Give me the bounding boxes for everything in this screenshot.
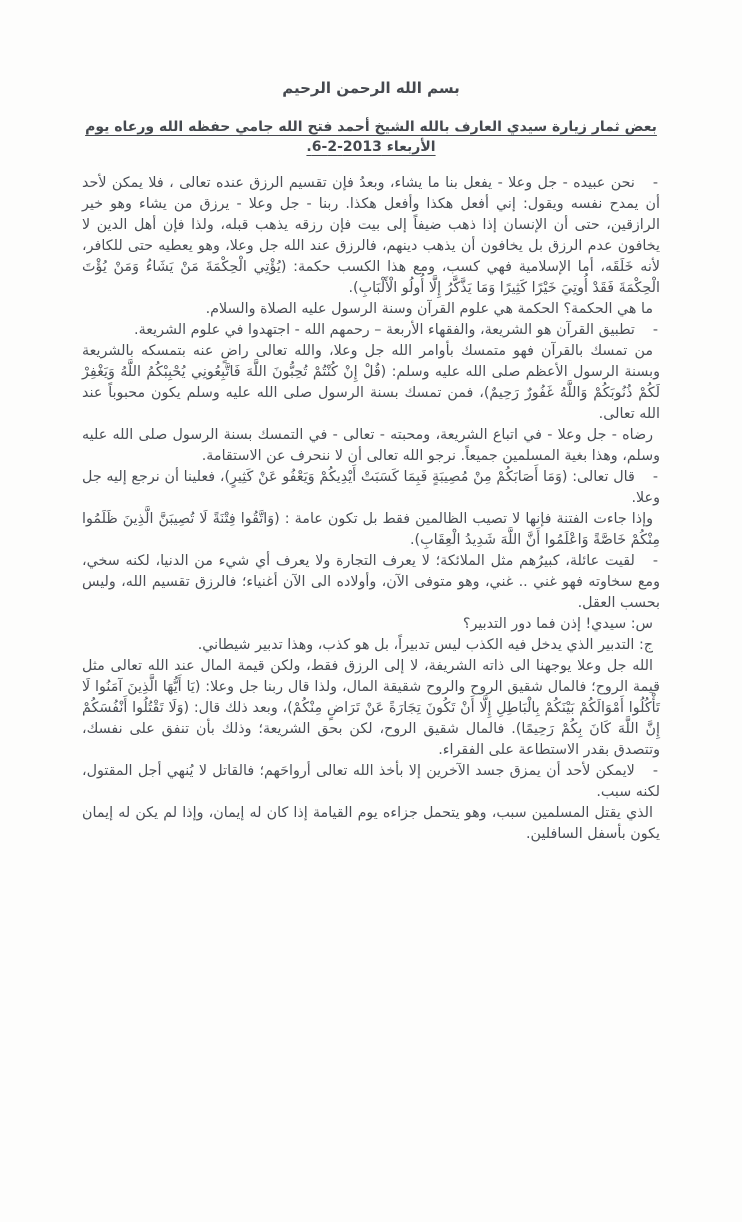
document-body (82, 173, 660, 845)
bullet-marker: - (652, 763, 658, 779)
paragraph (82, 551, 660, 614)
paragraph-text: قال تعالى: (وَمَا أَصَابَكُمْ مِنْ مُصِيبَةٍ فَبِمَا كَسَبَتْ أَيْدِيكُمْ وَيَعْفُو عَنْ كَثِيرٍ)، فعلينا أن نرجع إليه جل وعلا. (82, 469, 660, 506)
basmala-line: بسم الله الرحمن الرحيم (282, 79, 460, 97)
paragraph (82, 614, 660, 635)
paragraph (82, 320, 660, 341)
paragraph-text: ج: التدبير الذي يدخل فيه الكذب ليس تدبيراً، بل هو كذب، وهذا تدبير شيطاني. (197, 637, 653, 653)
paragraph-text: الذي يقتل المسلمين سبب، وهو يتحمل جزاءه يوم القيامة إذا كان له إيمان، وإذا لم يكن له إيمان يكون بأسفل السافلين. (82, 805, 660, 842)
bullet-marker: - (652, 175, 658, 191)
paragraph (82, 635, 660, 656)
paragraph-text: تطبيق القرآن هو الشريعة، والفقهاء الأربعة – رحمهم الله - اجتهدوا في علوم الشريعة. (134, 322, 635, 338)
paragraph (82, 656, 660, 761)
paragraph (82, 299, 660, 320)
bullet-marker: - (652, 469, 658, 485)
bullet-marker: - (652, 322, 658, 338)
paragraph-text: لايمكن لأحد أن يمزق جسد الآخرين إلا بأخذ الله تعالى أرواحَهم؛ فالقاتل لا يُنهي أجل المقتول، لكنه سبب. (82, 763, 660, 800)
paragraph-text: الله جل وعلا يوجهنا الى ذاته الشريفة، لا إلى الرزق فقط، ولكن قيمة المال عند الله تعالى مثل قيمة الروح؛ فالمال شقيق الروح والروح شقيقة المال، ولذا قال ربنا جل وعلا: (يَا أَيُّهَا الَّذِينَ آمَنُوا لَا تَأْكُلُوا أَمْوَالَكُمْ بَيْنَكُمْ بِالْبَاطِلِ إِلَّا أَنْ تَكُونَ تِجَارَةً عَنْ تَرَاضٍ مِنْكُمْ)، وبعد ذلك قال: (وَلَا تَقْتُلُوا أَنْفُسَكُمْ إِنَّ اللَّهَ كَانَ بِكُمْ رَحِيمًا). فالمال شقيق الروح، لكن بحق الشريعة؛ وذلك بأن تنفق على نفسك، وتتصدق بقدر الاستطاعة على الفقراء. (82, 658, 660, 758)
paragraph-text: وإذا جاءت الفتنة فإنها لا تصيب الظالمين فقط بل تكون عامة : (وَاتَّقُوا فِتْنَةً لَا تُصِيبَنَّ الَّذِينَ ظَلَمُوا مِنْكُمْ خَاصَّةً وَاعْلَمُوا أَنَّ اللَّهَ شَدِيدُ الْعِقَابِ). (82, 511, 660, 548)
paragraph (82, 467, 660, 509)
paragraph (82, 341, 660, 425)
paragraph (82, 425, 660, 467)
paragraph-text: لقيت عائلة، كبيرُهم مثل الملائكة؛ لا يعرف التجارة ولا يعرف أي شيء من الدنيا، لكنه سخي، ومع سخاوته فهو غني .. غني، وهو متوفى الآن، وأولاده الى الآن أغنياء؛ فالرزق تقسيم الله، وليس بحسب العقل. (82, 553, 660, 611)
paragraph-text: رضاه - جل وعلا - في اتباع الشريعة، ومحبته - تعالى - في التمسك بسنة الرسول صلى الله عليه وسلم، وهذا بغية المسلمين جميعاً. نرجو الله تعالى أن لا ننحرف عن الاستقامة. (82, 427, 660, 464)
paragraph-text: س: سيدي! إذن فما دور التدبير؟ (462, 616, 653, 632)
paragraph (82, 761, 660, 803)
paragraph-text: نحن عبيده - جل وعلا - يفعل بنا ما يشاء، وبعدُ فإن تقسيم الرزق عنده تعالى ، فلا يمكن لأحد أن يمدح نفسه ويقول: إني أفعل هكذا وأفعل هكذا. ربنا - جل وعلا - يرزق من يشاء وهو خير الرازقين، حتى أن الإنسان إذا ذهب ضيفاً إلى بيت فإن رزقه يذهب قبله، ولذا فإن أهل الدين لا يخافون عدم الرزق بل يخافون أن يذهب دينهم، فالرزق عند الله جل وعلا، وهو يعطيه حتى للكافر، لأنه خَلَقَه، أما الإسلامية فهي كسب، ومع هذا الكسب حكمة: (يُؤْتِي الْحِكْمَةَ مَنْ يَشَاءُ وَمَنْ يُؤْتَ الْحِكْمَةَ فَقَدْ أُوتِيَ خَيْرًا كَثِيرًا وَمَا يَذَّكَّرُ إِلَّا أُولُو الْأَلْبَابِ). (82, 175, 660, 296)
bullet-marker: - (652, 553, 658, 569)
paragraph (82, 803, 660, 845)
paragraph (82, 509, 660, 551)
paragraph-text: ما هي الحكمة؟ الحكمة هي علوم القرآن وسنة الرسول عليه الصلاة والسلام. (205, 301, 653, 317)
paragraph-text: من تمسك بالقرآن فهو متمسك بأوامر الله جل وعلا، والله تعالى راضٍ عنه بتمسكه بالشريعة وبسنة الرسول الأعظم صلى الله عليه وسلم: (قُلْ إِنْ كُنْتُمْ تُحِبُّونَ اللَّهَ فَاتَّبِعُونِي يُحْبِبْكُمُ اللَّهُ وَيَغْفِرْ لَكُمْ ذُنُوبَكُمْ وَاللَّهُ غَفُورٌ رَحِيمٌ)، فمن تمسك بسنة الرسول صلى الله عليه وسلم يكون محبوباً عند الله تعالى. (82, 343, 660, 422)
paragraph (82, 173, 660, 299)
document-title: بعض ثمار زيارة سيدي العارف بالله الشيخ أحمد فتح الله جامي حفظه الله ورعاه يوم الأربعاء 2013-2-6. (85, 119, 657, 155)
